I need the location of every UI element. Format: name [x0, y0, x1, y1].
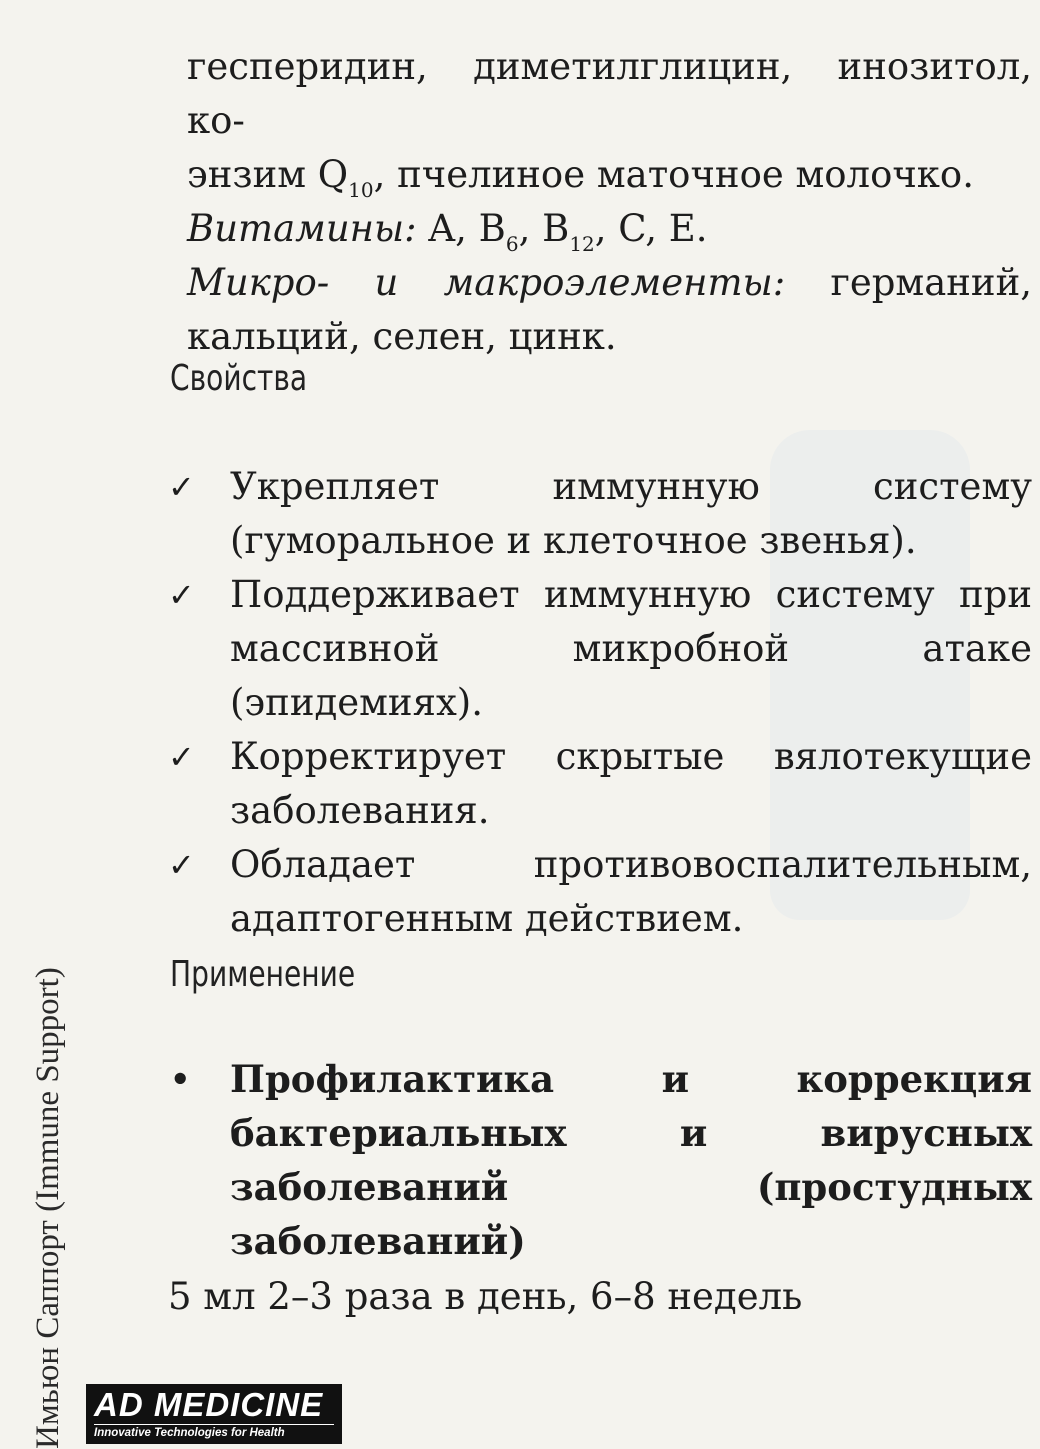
bullet-icon: • [170, 1060, 191, 1098]
checkmark-icon: ✓ [168, 468, 195, 506]
composition-line-2: энзим $Q_{10}$, пчелиное маточное молочко. [187, 153, 974, 202]
property-item: ✓ Поддерживает иммунную систему при массивной микробной атаке (эпидемиях). [168, 568, 1032, 730]
composition-text [187, 40, 1032, 364]
vitamins-label: Витамины: [187, 207, 417, 250]
property-item: ✓ Укрепляет иммунную систему (гуморальное и клеточное звенья). [168, 460, 1032, 568]
checkmark-icon: ✓ [168, 738, 195, 776]
property-item: ✓ Корректирует скрытые вялотекущие заболевания. [168, 730, 1032, 838]
properties-list [168, 460, 1032, 946]
application-bullet: • Профилактика и коррекция бактериальных и вирусных заболеваний (простудных заболеваний) [168, 1052, 1032, 1268]
minerals-label: Микро- и макроэлементы: [187, 261, 786, 304]
application-section [168, 1052, 1032, 1324]
minerals-line: Микро- и макроэлементы: германий, кальций, селен, цинк. [187, 261, 1032, 358]
property-item: ✓ Обладает противовоспалительным, адаптогенным действием. [168, 838, 1032, 946]
composition-line-1: гесперидин, диметилглицин, инозитол, ко- [187, 45, 1032, 142]
side-caption: Имьюн Саппорт (Immune Support) [30, 967, 66, 1449]
logo-name: AD MEDICINE [94, 1386, 324, 1423]
dosage-text: 5 мл 2–3 раза в день, 6–8 недель [168, 1275, 803, 1318]
logo-tagline: Innovative Technologies for Health [94, 1424, 334, 1440]
vitamins-line: Витамины: A, $B_6$, $B_{12}$, C, E. [187, 207, 708, 256]
brand-logo [86, 1384, 342, 1444]
properties-heading: Свойства [170, 358, 308, 399]
checkmark-icon: ✓ [168, 576, 195, 614]
application-heading: Применение [170, 954, 356, 995]
checkmark-icon: ✓ [168, 846, 195, 884]
